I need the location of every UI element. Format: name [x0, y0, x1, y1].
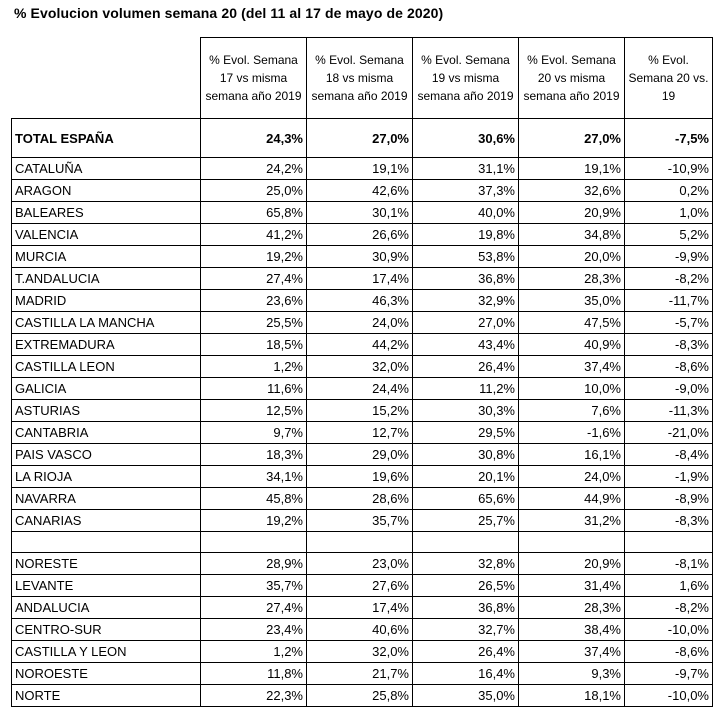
value-cell: 0,2% [625, 180, 713, 202]
region-name: LEVANTE [12, 575, 201, 597]
table-row [12, 224, 713, 246]
value-cell: -9,0% [625, 378, 713, 400]
value-cell: 44,2% [307, 334, 413, 356]
value-cell: 10,0% [519, 378, 625, 400]
column-header-label: % Evol. Semana 20 vs misma semana año 2019 [523, 53, 620, 103]
value-cell: 37,4% [519, 356, 625, 378]
value-cell: 27,4% [201, 268, 307, 290]
value-cell: 9,3% [519, 663, 625, 685]
value-cell: 40,0% [413, 202, 519, 224]
header-corner [12, 38, 201, 119]
value-cell: -8,2% [625, 597, 713, 619]
region-name: CASTILLA LA MANCHA [12, 312, 201, 334]
value-cell: 19,2% [201, 510, 307, 532]
region-name: CENTRO-SUR [12, 619, 201, 641]
value-cell: -11,7% [625, 290, 713, 312]
value-cell: -1,9% [625, 466, 713, 488]
value-cell: 5,2% [625, 224, 713, 246]
value-cell: 29,0% [307, 444, 413, 466]
column-header [519, 38, 625, 119]
value-cell: 36,8% [413, 268, 519, 290]
value-cell: 18,5% [201, 334, 307, 356]
value-cell: 12,5% [201, 400, 307, 422]
value-cell: 26,4% [413, 641, 519, 663]
empty-cell [201, 532, 307, 553]
table-row [12, 685, 713, 707]
value-cell: 36,8% [413, 597, 519, 619]
value-cell: -8,9% [625, 488, 713, 510]
value-cell: 34,8% [519, 224, 625, 246]
region-name: NORESTE [12, 553, 201, 575]
region-name: ASTURIAS [12, 400, 201, 422]
value-cell: 24,2% [201, 158, 307, 180]
value-cell: 18,1% [519, 685, 625, 707]
table-row [12, 312, 713, 334]
value-cell: -1,6% [519, 422, 625, 444]
value-cell: 32,9% [413, 290, 519, 312]
column-header [625, 38, 713, 119]
value-cell: 43,4% [413, 334, 519, 356]
region-name: TOTAL ESPAÑA [12, 119, 201, 158]
value-cell: 35,0% [413, 685, 519, 707]
evolution-table [11, 37, 713, 707]
value-cell: 32,8% [413, 553, 519, 575]
value-cell: 32,0% [307, 356, 413, 378]
value-cell: 16,4% [413, 663, 519, 685]
value-cell: 16,1% [519, 444, 625, 466]
value-cell: -8,2% [625, 268, 713, 290]
empty-cell [519, 532, 625, 553]
value-cell: 19,1% [307, 158, 413, 180]
value-cell: 47,5% [519, 312, 625, 334]
column-header-label: % Evol. Semana 20 vs. 19 [628, 53, 709, 103]
region-name: CATALUÑA [12, 158, 201, 180]
value-cell: 27,0% [307, 119, 413, 158]
value-cell: -21,0% [625, 422, 713, 444]
table-row [12, 444, 713, 466]
value-cell: 20,1% [413, 466, 519, 488]
column-header [307, 38, 413, 119]
value-cell: 25,7% [413, 510, 519, 532]
table-row [12, 356, 713, 378]
value-cell: 38,4% [519, 619, 625, 641]
column-header-label: % Evol. Semana 19 vs misma semana año 2019 [417, 53, 514, 103]
table-row [12, 619, 713, 641]
value-cell: 11,6% [201, 378, 307, 400]
value-cell: 31,2% [519, 510, 625, 532]
value-cell: -8,3% [625, 334, 713, 356]
value-cell: 26,6% [307, 224, 413, 246]
region-name: NOROESTE [12, 663, 201, 685]
value-cell: 28,3% [519, 268, 625, 290]
region-name: NORTE [12, 685, 201, 707]
value-cell: 9,7% [201, 422, 307, 444]
value-cell: 28,3% [519, 597, 625, 619]
value-cell: 32,0% [307, 641, 413, 663]
table-row [12, 400, 713, 422]
value-cell: -8,4% [625, 444, 713, 466]
region-name: LA RIOJA [12, 466, 201, 488]
value-cell: 20,9% [519, 553, 625, 575]
table-row [12, 268, 713, 290]
value-cell: -8,6% [625, 641, 713, 663]
value-cell: 26,4% [413, 356, 519, 378]
value-cell: 28,9% [201, 553, 307, 575]
value-cell: 35,0% [519, 290, 625, 312]
region-name: VALENCIA [12, 224, 201, 246]
value-cell: 65,6% [413, 488, 519, 510]
table-row [12, 466, 713, 488]
value-cell: 30,9% [307, 246, 413, 268]
region-name: EXTREMADURA [12, 334, 201, 356]
table-row [12, 422, 713, 444]
region-name: GALICIA [12, 378, 201, 400]
table-row [12, 180, 713, 202]
value-cell: 32,6% [519, 180, 625, 202]
value-cell: 35,7% [307, 510, 413, 532]
value-cell: 19,2% [201, 246, 307, 268]
value-cell: 29,5% [413, 422, 519, 444]
value-cell: 27,0% [519, 119, 625, 158]
value-cell: 28,6% [307, 488, 413, 510]
spacer-row [12, 532, 713, 553]
value-cell: 30,8% [413, 444, 519, 466]
value-cell: -10,0% [625, 685, 713, 707]
value-cell: 1,2% [201, 356, 307, 378]
value-cell: 19,1% [519, 158, 625, 180]
value-cell: -10,9% [625, 158, 713, 180]
value-cell: 11,2% [413, 378, 519, 400]
table-row [12, 246, 713, 268]
value-cell: 23,4% [201, 619, 307, 641]
table-row [12, 553, 713, 575]
value-cell: 30,1% [307, 202, 413, 224]
value-cell: 31,4% [519, 575, 625, 597]
value-cell: 37,4% [519, 641, 625, 663]
value-cell: -9,7% [625, 663, 713, 685]
value-cell: 30,3% [413, 400, 519, 422]
region-name: CANTABRIA [12, 422, 201, 444]
table-row [12, 510, 713, 532]
region-name: PAIS VASCO [12, 444, 201, 466]
value-cell: -5,7% [625, 312, 713, 334]
empty-cell [625, 532, 713, 553]
value-cell: 15,2% [307, 400, 413, 422]
value-cell: 45,8% [201, 488, 307, 510]
column-header [413, 38, 519, 119]
table-row [12, 290, 713, 312]
value-cell: 65,8% [201, 202, 307, 224]
value-cell: 17,4% [307, 268, 413, 290]
region-name: BALEARES [12, 202, 201, 224]
value-cell: 20,0% [519, 246, 625, 268]
column-header [201, 38, 307, 119]
value-cell: 27,0% [413, 312, 519, 334]
region-name: ANDALUCIA [12, 597, 201, 619]
region-name: MADRID [12, 290, 201, 312]
value-cell: 41,2% [201, 224, 307, 246]
table-row [12, 334, 713, 356]
value-cell: 24,0% [307, 312, 413, 334]
value-cell: -8,1% [625, 553, 713, 575]
value-cell: 18,3% [201, 444, 307, 466]
value-cell: 25,0% [201, 180, 307, 202]
region-name: CASTILLA Y LEON [12, 641, 201, 663]
value-cell: 1,2% [201, 641, 307, 663]
empty-cell [12, 532, 201, 553]
value-cell: 22,3% [201, 685, 307, 707]
region-name: MURCIA [12, 246, 201, 268]
value-cell: 40,9% [519, 334, 625, 356]
value-cell: 30,6% [413, 119, 519, 158]
region-name: CANARIAS [12, 510, 201, 532]
value-cell: 40,6% [307, 619, 413, 641]
value-cell: 25,5% [201, 312, 307, 334]
value-cell: 44,9% [519, 488, 625, 510]
region-name: CASTILLA LEON [12, 356, 201, 378]
table-row [12, 575, 713, 597]
region-name: T.ANDALUCIA [12, 268, 201, 290]
value-cell: -11,3% [625, 400, 713, 422]
value-cell: 19,6% [307, 466, 413, 488]
value-cell: 26,5% [413, 575, 519, 597]
value-cell: 17,4% [307, 597, 413, 619]
value-cell: 24,4% [307, 378, 413, 400]
value-cell: 27,6% [307, 575, 413, 597]
value-cell: 24,0% [519, 466, 625, 488]
value-cell: 19,8% [413, 224, 519, 246]
value-cell: -8,3% [625, 510, 713, 532]
value-cell: 32,7% [413, 619, 519, 641]
region-name: ARAGON [12, 180, 201, 202]
value-cell: 11,8% [201, 663, 307, 685]
value-cell: -9,9% [625, 246, 713, 268]
column-header-label: % Evol. Semana 17 vs misma semana año 2019 [205, 53, 302, 103]
value-cell: 31,1% [413, 158, 519, 180]
value-cell: 35,7% [201, 575, 307, 597]
table-row [12, 378, 713, 400]
header-row [12, 38, 713, 119]
value-cell: 20,9% [519, 202, 625, 224]
table-row [12, 597, 713, 619]
value-cell: 27,4% [201, 597, 307, 619]
value-cell: 23,6% [201, 290, 307, 312]
table-row [12, 158, 713, 180]
value-cell: 23,0% [307, 553, 413, 575]
table-row [12, 202, 713, 224]
value-cell: 12,7% [307, 422, 413, 444]
value-cell: 37,3% [413, 180, 519, 202]
empty-cell [307, 532, 413, 553]
table-row [12, 641, 713, 663]
value-cell: 34,1% [201, 466, 307, 488]
value-cell: 24,3% [201, 119, 307, 158]
value-cell: 1,0% [625, 202, 713, 224]
table-row [12, 663, 713, 685]
value-cell: 46,3% [307, 290, 413, 312]
page-title: % Evolucion volumen semana 20 (del 11 al 17 de mayo de 2020) [14, 5, 444, 21]
value-cell: 42,6% [307, 180, 413, 202]
column-header-label: % Evol. Semana 18 vs misma semana año 2019 [311, 53, 408, 103]
value-cell: 7,6% [519, 400, 625, 422]
value-cell: -7,5% [625, 119, 713, 158]
empty-cell [413, 532, 519, 553]
total-row [12, 119, 713, 158]
value-cell: -10,0% [625, 619, 713, 641]
value-cell: 21,7% [307, 663, 413, 685]
value-cell: 1,6% [625, 575, 713, 597]
value-cell: 53,8% [413, 246, 519, 268]
value-cell: -8,6% [625, 356, 713, 378]
region-name: NAVARRA [12, 488, 201, 510]
table-row [12, 488, 713, 510]
value-cell: 25,8% [307, 685, 413, 707]
